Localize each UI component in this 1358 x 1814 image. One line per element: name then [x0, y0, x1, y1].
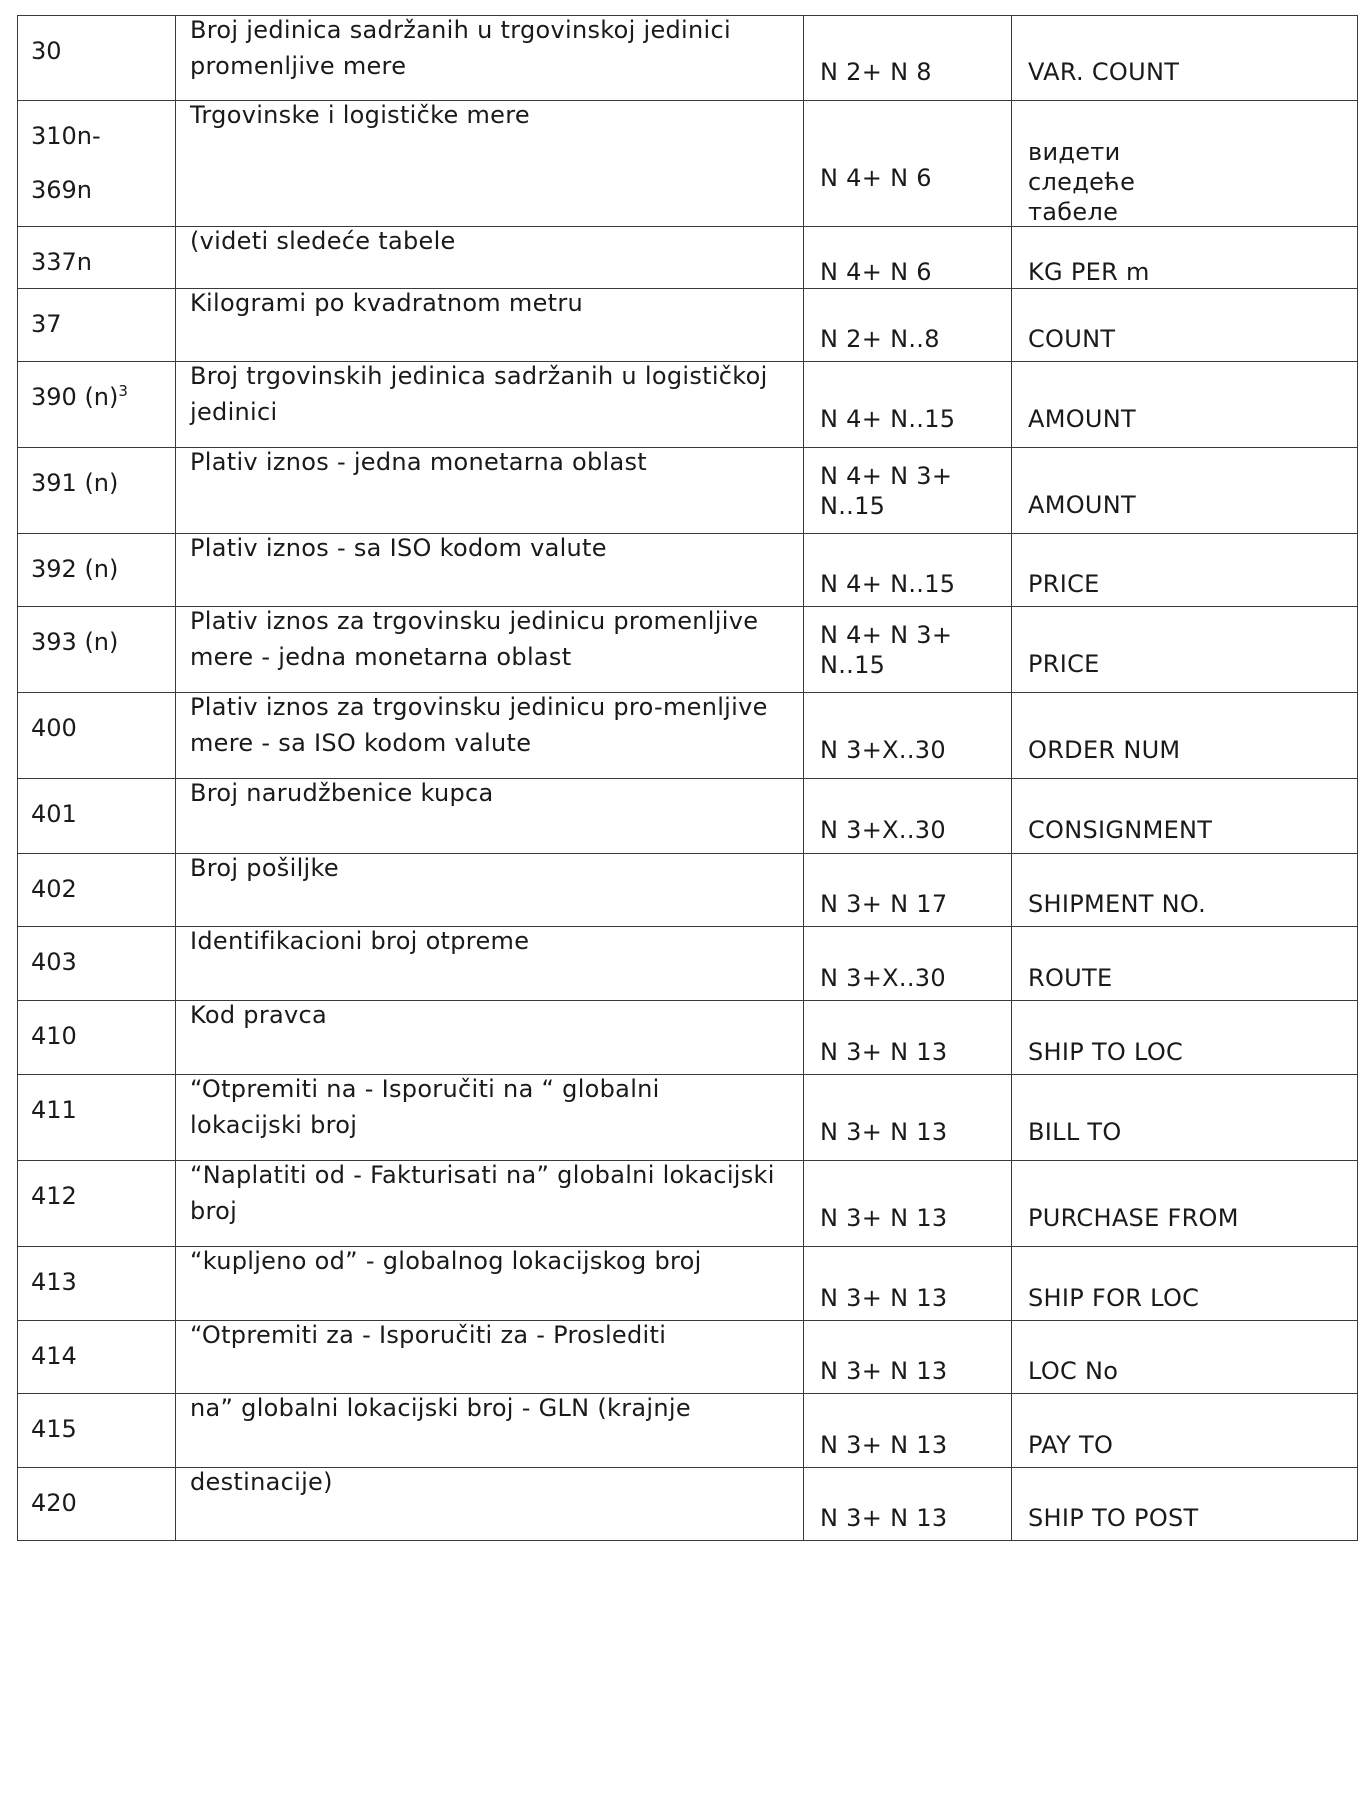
description-cell: [176, 1247, 804, 1321]
format-cell: [804, 1161, 1012, 1247]
data-title-cell: [1012, 362, 1358, 448]
code-cell: [18, 534, 176, 607]
format-text: N 3+ N 13: [820, 1430, 948, 1459]
code-cell: [18, 1394, 176, 1468]
table-row: [18, 448, 1358, 534]
table-row: [18, 16, 1358, 101]
data-title-cell: [1012, 1001, 1358, 1075]
table-row: [18, 227, 1358, 289]
description-cell: [176, 1161, 804, 1247]
description-text: promenljive mere: [190, 52, 407, 80]
code-text: 411: [31, 1096, 77, 1124]
format-text: N..15: [820, 491, 886, 520]
description-cell: [176, 1468, 804, 1541]
description-text: Plativ iznos za trgovinsku jedinicu pro-menljive: [190, 693, 768, 721]
description-text: broj: [190, 1197, 238, 1225]
data-title-cell: [1012, 289, 1358, 362]
description-cell: [176, 1394, 804, 1468]
data-title-text: SHIP TO LOC: [1028, 1037, 1184, 1066]
description-text: Broj trgovinskih jedinica sadržanih u logističkoj: [190, 362, 768, 390]
format-text: N 4+ N..15: [820, 570, 956, 598]
code-cell: [18, 289, 176, 362]
description-text: “Otpremiti za - Isporučiti za - Proslediti: [190, 1321, 667, 1349]
description-text: na” globalni lokacijski broj - GLN (krajnje: [190, 1394, 691, 1422]
code-text: 390 (n): [31, 383, 119, 411]
format-cell: [804, 1394, 1012, 1468]
code-text: 413: [31, 1268, 77, 1296]
code-cell: [18, 1321, 176, 1394]
description-text: Plativ iznos - jedna monetarna oblast: [190, 448, 648, 476]
format-cell: [804, 1075, 1012, 1161]
table-row: [18, 1075, 1358, 1161]
table-row: [18, 362, 1358, 448]
data-title-cell: [1012, 227, 1358, 289]
data-title-cell: [1012, 693, 1358, 779]
format-text: N 2+ N 8: [820, 58, 932, 86]
format-text: N 4+ N 3+: [820, 620, 953, 649]
data-title-text: BILL TO: [1028, 1117, 1122, 1146]
format-text: N 3+ N 13: [820, 1117, 948, 1146]
table-row: [18, 1468, 1358, 1541]
code-text: 37: [31, 310, 62, 338]
data-title-text: SHIP TO POST: [1028, 1504, 1199, 1532]
code-text: 392 (n): [31, 555, 119, 583]
data-title-text: SHIPMENT NO.: [1028, 890, 1207, 918]
format-cell: [804, 362, 1012, 448]
data-title-cell: [1012, 534, 1358, 607]
description-cell: [176, 227, 804, 289]
code-text: 403: [31, 948, 77, 976]
description-text: Plativ iznos za trgovinsku jedinicu promenljive: [190, 607, 759, 635]
format-cell: [804, 448, 1012, 534]
code-cell: [18, 854, 176, 927]
description-text: Broj jedinica sadržanih u trgovinskoj jedinici: [190, 16, 731, 44]
code-cell: [18, 227, 176, 289]
description-cell: [176, 927, 804, 1001]
description-text: Broj pošiljke: [190, 854, 339, 882]
data-title-text: PRICE: [1028, 649, 1100, 678]
description-text: Broj narudžbenice kupca: [190, 779, 494, 807]
format-text: N 4+ N 6: [820, 163, 932, 192]
data-title-text: видети: [1028, 137, 1121, 166]
format-cell: [804, 693, 1012, 779]
format-text: N 4+ N 6: [820, 257, 932, 286]
code-text: 391 (n): [31, 469, 119, 497]
code-text: 402: [31, 875, 77, 903]
format-text: N 3+X..30: [820, 963, 946, 992]
code-cell: [18, 101, 176, 227]
data-title-text: LOC No: [1028, 1357, 1119, 1385]
code-text: 414: [31, 1342, 77, 1370]
table-row: [18, 1161, 1358, 1247]
format-text: N 3+ N 13: [820, 1037, 948, 1066]
table-row: [18, 693, 1358, 779]
data-title-text: PRICE: [1028, 570, 1100, 598]
code-text: 393 (n): [31, 628, 119, 656]
description-cell: [176, 779, 804, 854]
format-text: N 3+ N 13: [820, 1203, 948, 1232]
data-title-text: SHIP FOR LOC: [1028, 1283, 1200, 1312]
description-text: lokacijski broj: [190, 1111, 358, 1139]
description-cell: [176, 289, 804, 362]
table-row: [18, 1394, 1358, 1468]
table-row: [18, 854, 1358, 927]
format-cell: [804, 101, 1012, 227]
format-cell: [804, 534, 1012, 607]
description-cell: [176, 693, 804, 779]
description-cell: [176, 448, 804, 534]
code-cell: [18, 1001, 176, 1075]
format-cell: [804, 1468, 1012, 1541]
code-cell: [18, 1247, 176, 1321]
code-superscript: 3: [118, 382, 128, 400]
code-cell: [18, 1075, 176, 1161]
description-text: Kod pravca: [190, 1001, 328, 1029]
data-title-text: COUNT: [1028, 325, 1116, 353]
description-text: destinacije): [190, 1468, 333, 1496]
code-text: 310n-: [31, 122, 101, 150]
data-title-text: CONSIGNMENT: [1028, 816, 1213, 844]
description-cell: [176, 362, 804, 448]
code-cell: [18, 927, 176, 1001]
code-cell: [18, 607, 176, 693]
code-cell: [18, 448, 176, 534]
data-title-text: следеће: [1028, 167, 1136, 196]
table-row: [18, 1247, 1358, 1321]
description-cell: [176, 101, 804, 227]
format-cell: [804, 927, 1012, 1001]
data-title-cell: [1012, 1247, 1358, 1321]
format-cell: [804, 227, 1012, 289]
data-title-cell: [1012, 779, 1358, 854]
data-title-cell: [1012, 1075, 1358, 1161]
format-text: N..15: [820, 650, 886, 679]
code-cell: [18, 362, 176, 448]
description-text: Plativ iznos - sa ISO kodom valute: [190, 534, 607, 562]
data-title-text: табеле: [1028, 197, 1119, 226]
description-text: (videti sledeće tabele: [190, 227, 456, 255]
application-identifier-table: [17, 15, 1358, 1541]
format-text: N 3+X..30: [820, 735, 946, 764]
code-text: 420: [31, 1489, 77, 1517]
table-row: [18, 289, 1358, 362]
format-cell: [804, 289, 1012, 362]
code-text: 30: [31, 37, 62, 65]
data-title-cell: [1012, 1161, 1358, 1247]
data-title-text: ROUTE: [1028, 963, 1113, 992]
code-text: 415: [31, 1415, 77, 1443]
code-text: 400: [31, 714, 77, 742]
description-text: jedinici: [190, 398, 278, 426]
data-title-text: AMOUNT: [1028, 404, 1136, 433]
table-row: [18, 927, 1358, 1001]
table-row: [18, 779, 1358, 854]
format-text: N 2+ N..8: [820, 325, 940, 353]
format-text: N 4+ N..15: [820, 404, 956, 433]
format-text: N 3+ N 13: [820, 1504, 948, 1532]
format-text: N 3+ N 17: [820, 890, 948, 918]
description-cell: [176, 607, 804, 693]
code-text-continued: 369n: [31, 176, 93, 204]
description-text: Identifikacioni broj otpreme: [190, 927, 530, 955]
description-text: “kupljeno od” - globalnog lokacijskog broj: [190, 1247, 702, 1275]
data-title-text: KG PER m: [1028, 257, 1150, 286]
table-row: [18, 1321, 1358, 1394]
code-text: 337n: [31, 248, 93, 276]
description-text: mere - jedna monetarna oblast: [190, 643, 572, 671]
description-cell: [176, 854, 804, 927]
description-text: “Otpremiti na - Isporučiti na “ globalni: [190, 1075, 660, 1103]
code-cell: [18, 779, 176, 854]
data-title-cell: [1012, 448, 1358, 534]
description-text: Trgovinske i logističke mere: [190, 101, 530, 129]
table-row: [18, 607, 1358, 693]
format-cell: [804, 1247, 1012, 1321]
format-text: N 3+X..30: [820, 816, 946, 844]
description-text: “Naplatiti od - Fakturisati na” globalni lokacijski: [190, 1161, 775, 1189]
description-text: Kilogrami po kvadratnom metru: [190, 289, 584, 317]
description-cell: [176, 16, 804, 101]
code-cell: [18, 1468, 176, 1541]
description-cell: [176, 1075, 804, 1161]
code-text: 412: [31, 1182, 77, 1210]
format-text: N 3+ N 13: [820, 1283, 948, 1312]
code-cell: [18, 16, 176, 101]
data-title-text: PAY TO: [1028, 1430, 1114, 1459]
table-row: [18, 101, 1358, 227]
format-text: N 4+ N 3+: [820, 461, 953, 490]
data-title-text: AMOUNT: [1028, 490, 1136, 519]
description-cell: [176, 534, 804, 607]
code-text: 410: [31, 1022, 77, 1050]
format-cell: [804, 607, 1012, 693]
data-title-cell: [1012, 1468, 1358, 1541]
data-title-cell: [1012, 607, 1358, 693]
data-title-cell: [1012, 1394, 1358, 1468]
format-cell: [804, 1321, 1012, 1394]
description-text: mere - sa ISO kodom valute: [190, 729, 532, 757]
data-title-cell: [1012, 1321, 1358, 1394]
data-title-cell: [1012, 927, 1358, 1001]
data-title-cell: [1012, 16, 1358, 101]
table-row: [18, 534, 1358, 607]
format-cell: [804, 1001, 1012, 1075]
data-title-text: VAR. COUNT: [1028, 58, 1180, 86]
code-cell: [18, 1161, 176, 1247]
format-cell: [804, 854, 1012, 927]
data-title-cell: [1012, 101, 1358, 227]
description-cell: [176, 1001, 804, 1075]
format-cell: [804, 16, 1012, 101]
code-text: 401: [31, 800, 77, 828]
table-row: [18, 1001, 1358, 1075]
code-cell: [18, 693, 176, 779]
format-text: N 3+ N 13: [820, 1357, 948, 1385]
data-title-cell: [1012, 854, 1358, 927]
description-cell: [176, 1321, 804, 1394]
format-cell: [804, 779, 1012, 854]
data-title-text: PURCHASE FROM: [1028, 1203, 1239, 1232]
data-title-text: ORDER NUM: [1028, 735, 1181, 764]
